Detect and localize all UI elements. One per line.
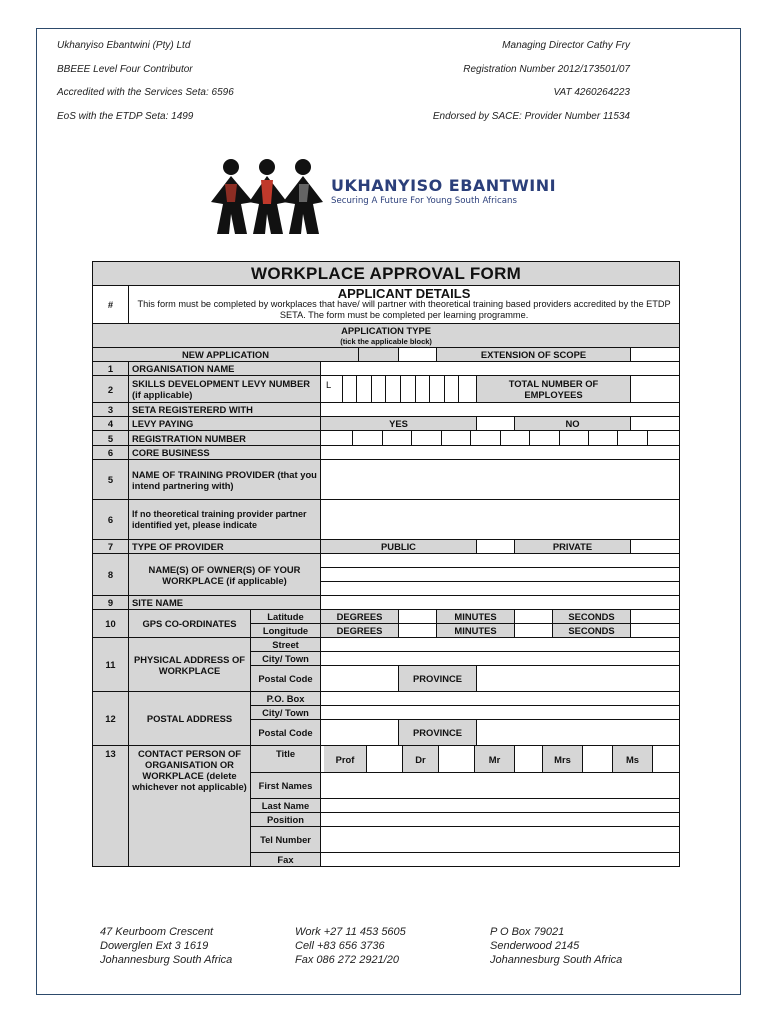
city-field[interactable] <box>321 706 680 720</box>
sdl-number-boxes[interactable] <box>321 376 477 403</box>
managing-director: Managing Director Cathy Fry <box>502 40 630 51</box>
lat-minutes-field[interactable] <box>515 610 553 624</box>
training-provider-label: NAME OF TRAINING PROVIDER (that you intend partnering with) <box>129 460 321 500</box>
contact-person-label: CONTACT PERSON OF ORGANISATION OR WORKPLACE (delete whichever not applicable) <box>129 746 251 867</box>
new-application-spacer <box>359 348 399 362</box>
tel-number-field[interactable] <box>321 827 680 853</box>
postal-code-field[interactable] <box>321 666 399 692</box>
row-number: 10 <box>93 610 129 638</box>
core-business-label: CORE BUSINESS <box>129 446 321 460</box>
new-application-checkbox[interactable] <box>399 348 437 362</box>
mr-label: Mr <box>474 746 514 772</box>
sdl-number-label: SKILLS DEVELOPMENT LEVY NUMBER (if applicable) <box>129 376 321 403</box>
lat-degrees-label: DEGREES <box>321 610 399 624</box>
postal-address-label: POSTAL ADDRESS <box>129 692 251 746</box>
city-label: City/ Town <box>251 652 321 666</box>
lon-seconds-label: SECONDS <box>553 624 631 638</box>
last-name-label: Last Name <box>251 799 321 813</box>
etdp-seta: EoS with the ETDP Seta: 1499 <box>57 111 194 122</box>
province-field[interactable] <box>477 720 680 746</box>
seta-registered-field[interactable] <box>321 403 680 417</box>
figures-logo-icon <box>211 158 323 234</box>
city-label: City/ Town <box>251 706 321 720</box>
city-field[interactable] <box>321 652 680 666</box>
physical-address-label: PHYSICAL ADDRESS OF WORKPLACE <box>129 638 251 692</box>
levy-paying-label: LEVY PAYING <box>129 417 321 431</box>
province-field[interactable] <box>477 666 680 692</box>
row-number: 11 <box>93 638 129 692</box>
prof-label: Prof <box>324 746 366 772</box>
title-label: Title <box>251 746 321 773</box>
row-number: 5 <box>93 431 129 446</box>
training-provider-field[interactable] <box>321 460 680 500</box>
owner-field[interactable] <box>321 568 680 582</box>
applicant-details-cell <box>129 286 680 324</box>
first-names-field[interactable] <box>321 773 680 799</box>
row-number: 13 <box>93 746 129 867</box>
core-business-field[interactable] <box>321 446 680 460</box>
row-number: 2 <box>93 376 129 403</box>
applicant-details-note: This form must be completed by workplaces that have/ will partner with theoretical training based providers accredited by the ETDP SETA. The form must be completed per learning programme. <box>137 299 671 320</box>
levy-no-checkbox[interactable] <box>631 417 680 431</box>
pobox-label: P.O. Box <box>251 692 321 706</box>
province-label: PROVINCE <box>399 720 477 746</box>
ms-checkbox[interactable] <box>652 746 676 772</box>
row-number: 6 <box>93 446 129 460</box>
footer-postal-line: P O Box 79021 <box>490 926 565 938</box>
company-name: Ukhanyiso Ebantwini (Pty) Ltd <box>57 40 191 51</box>
gps-label: GPS CO-ORDINATES <box>129 610 251 638</box>
organisation-name-field[interactable] <box>321 362 680 376</box>
street-label: Street <box>251 638 321 652</box>
application-type-title: APPLICATION TYPE <box>341 324 432 336</box>
levy-yes-checkbox[interactable] <box>477 417 515 431</box>
site-name-field[interactable] <box>321 596 680 610</box>
lat-seconds-field[interactable] <box>631 610 680 624</box>
owners-label: NAME(S) OF OWNER(S) OF YOUR WORKPLACE (if applicable) <box>129 554 321 596</box>
public-checkbox[interactable] <box>477 540 515 554</box>
postal-code-field[interactable] <box>321 720 399 746</box>
street-field[interactable] <box>321 638 680 652</box>
provider-type-label: TYPE OF PROVIDER <box>129 540 321 554</box>
total-employees-label: TOTAL NUMBER OF EMPLOYEES <box>477 376 631 403</box>
first-names-label: First Names <box>251 773 321 799</box>
form-title: WORKPLACE APPROVAL FORM <box>93 262 680 286</box>
site-name-label: SITE NAME <box>129 596 321 610</box>
services-seta: Accredited with the Services Seta: 6596 <box>57 87 234 98</box>
lon-seconds-field[interactable] <box>631 624 680 638</box>
logo-title: UKHANYISO EBANTWINI <box>331 176 557 195</box>
registration-number-boxes[interactable] <box>321 431 680 446</box>
mrs-label: Mrs <box>542 746 582 772</box>
hash-cell: # <box>93 286 129 324</box>
levy-no-label: NO <box>515 417 631 431</box>
position-label: Position <box>251 813 321 827</box>
row-number: 1 <box>93 362 129 376</box>
footer-cell-phone: Cell +83 656 3736 <box>295 940 385 952</box>
postal-code-label: Postal Code <box>251 666 321 692</box>
footer-address-line: Dowerglen Ext 3 1619 <box>100 940 209 952</box>
application-type-cell <box>93 324 680 348</box>
seta-registered-label: SETA REGISTERERD WITH <box>129 403 321 417</box>
footer-postal-address <box>490 925 622 967</box>
private-checkbox[interactable] <box>631 540 680 554</box>
owner-field[interactable] <box>321 554 680 568</box>
pobox-field[interactable] <box>321 692 680 706</box>
position-field[interactable] <box>321 813 680 827</box>
row-number: 7 <box>93 540 129 554</box>
logo-tagline: Securing A Future For Young South Africans <box>331 196 517 206</box>
lat-seconds-label: SECONDS <box>553 610 631 624</box>
no-provider-label: If no theoretical training provider partner identified yet, please indicate <box>129 500 321 540</box>
sdl-prefix: L <box>326 379 332 390</box>
footer-street-address <box>100 925 232 967</box>
fax-field[interactable] <box>321 853 680 867</box>
company-logo <box>211 158 571 234</box>
row-number: 5 <box>93 460 129 500</box>
title-options <box>321 746 680 773</box>
dr-label: Dr <box>402 746 438 772</box>
postal-code-label: Postal Code <box>251 720 321 746</box>
lon-minutes-field[interactable] <box>515 624 553 638</box>
public-label: PUBLIC <box>321 540 477 554</box>
row-number: 4 <box>93 417 129 431</box>
extension-of-scope-label: EXTENSION OF SCOPE <box>437 348 631 362</box>
extension-of-scope-checkbox[interactable] <box>631 348 680 362</box>
bbbee-level: BBEEE Level Four Contributor <box>57 64 193 75</box>
last-name-field[interactable] <box>321 799 680 813</box>
registration-number: Registration Number 2012/173501/07 <box>463 64 630 75</box>
prof-checkbox[interactable] <box>366 746 402 772</box>
dr-checkbox[interactable] <box>438 746 474 772</box>
footer-address-line: Johannesburg South Africa <box>100 954 233 966</box>
longitude-label: Longitude <box>251 624 321 638</box>
no-provider-field[interactable] <box>321 500 680 540</box>
latitude-label: Latitude <box>251 610 321 624</box>
owner-field[interactable] <box>321 582 680 596</box>
private-label: PRIVATE <box>515 540 631 554</box>
footer-address-line: 47 Keurboom Crescent <box>100 926 214 938</box>
vat-number: VAT 4260264223 <box>553 87 630 98</box>
row-number: 8 <box>93 554 129 596</box>
row-number: 12 <box>93 692 129 746</box>
lon-degrees-label: DEGREES <box>321 624 399 638</box>
mrs-checkbox[interactable] <box>582 746 612 772</box>
workplace-approval-form <box>92 261 680 867</box>
lon-minutes-label: MINUTES <box>437 624 515 638</box>
application-type-note: (tick the applicable block) <box>340 336 432 346</box>
applicant-details-title: APPLICANT DETAILS <box>337 286 471 301</box>
fax-label: Fax <box>251 853 321 867</box>
row-number: 9 <box>93 596 129 610</box>
row-number: 3 <box>93 403 129 417</box>
tel-number-label: Tel Number <box>251 827 321 853</box>
mr-checkbox[interactable] <box>514 746 542 772</box>
lat-minutes-label: MINUTES <box>437 610 515 624</box>
footer-contact-numbers <box>295 925 406 967</box>
ms-label: Ms <box>612 746 652 772</box>
footer-work-phone: Work +27 11 453 5605 <box>295 926 406 938</box>
row-number: 6 <box>93 500 129 540</box>
levy-yes-label: YES <box>321 417 477 431</box>
province-label: PROVINCE <box>399 666 477 692</box>
registration-number-label: REGISTRATION NUMBER <box>129 431 321 446</box>
sace-endorsement: Endorsed by SACE: Provider Number 11534 <box>432 111 630 122</box>
organisation-name-label: ORGANISATION NAME <box>129 362 321 376</box>
total-employees-field[interactable] <box>631 376 680 403</box>
new-application-label: NEW APPLICATION <box>93 348 359 362</box>
lon-degrees-field[interactable] <box>399 624 437 638</box>
footer-postal-line: Senderwood 2145 <box>490 940 580 952</box>
footer-fax: Fax 086 272 2921/20 <box>295 954 399 966</box>
lat-degrees-field[interactable] <box>399 610 437 624</box>
footer-postal-line: Johannesburg South Africa <box>490 954 623 966</box>
